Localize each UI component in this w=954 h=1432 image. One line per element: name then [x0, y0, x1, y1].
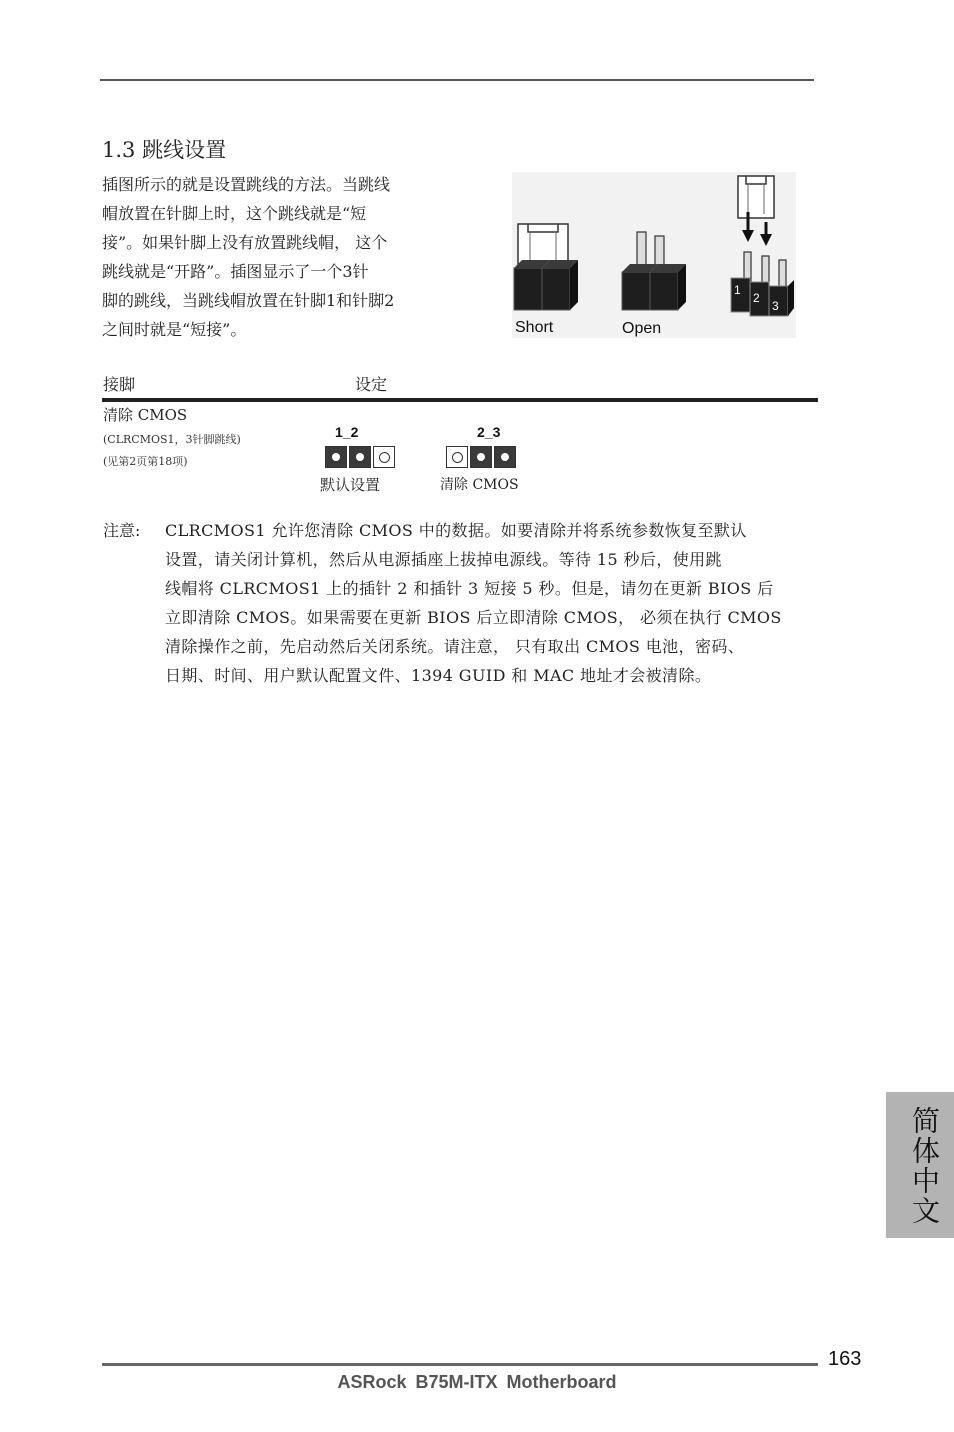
intro-line: 跳线就是“开路”。插图显示了一个3针	[102, 262, 369, 281]
option-default-caption: 默认设置	[320, 476, 381, 494]
jumper-name: 清除 CMOS	[103, 406, 188, 424]
jumper-illustration-svg	[512, 172, 796, 338]
note-line: 线帽将 CLRCMOS1 上的插针 2 和插针 3 短接 5 秒。但是，请勿在更新 BIOS 后	[165, 579, 774, 598]
note-line: CLRCMOS1 允许您清除 CMOS 中的数据。如要清除并将系统参数恢复至默认	[165, 521, 747, 540]
pin-shorted	[470, 446, 492, 468]
page-number: 163	[828, 1348, 862, 1370]
pin-shorted	[325, 446, 347, 468]
table-header-setting: 设定	[355, 375, 388, 394]
intro-line: 接”。如果针脚上没有放置跳线帽， 这个	[102, 233, 388, 252]
language-side-tab	[886, 1092, 954, 1238]
short-jumper-drawing	[514, 224, 578, 310]
option-clear-pins	[446, 446, 518, 468]
jumper-subtitle: (CLRCMOS1，3针脚跳线)	[103, 433, 241, 446]
bottom-rule	[102, 1363, 818, 1366]
intro-line: 脚的跳线，当跳线帽放置在针脚1和针脚2	[102, 291, 395, 310]
short-label: Short	[515, 319, 554, 336]
intro-line: 之间时就是“短接”。	[102, 320, 247, 339]
option-default-pins	[325, 446, 397, 468]
note-line: 立即清除 CMOS。如果需要在更新 BIOS 后立即清除 CMOS， 必须在执行 CMOS	[165, 608, 782, 627]
option-default-pins-label: 1_2	[335, 424, 359, 440]
option-clear-pins-label: 2_3	[477, 424, 501, 440]
intro-line: 帽放置在针脚上时，这个跳线就是“短	[102, 204, 367, 223]
intro-line: 插图所示的就是设置跳线的方法。当跳线	[102, 175, 391, 194]
note-line: 设置，请关闭计算机，然后从电源插座上拔掉电源线。等待 15 秒后，使用跳	[165, 550, 722, 569]
option-clear-caption: 清除 CMOS	[440, 477, 519, 493]
top-rule	[100, 79, 814, 81]
table-header-rule	[102, 398, 818, 402]
jumper-illustration	[512, 172, 796, 338]
section-title: 1.3 跳线设置	[102, 138, 227, 162]
intro-paragraph	[102, 170, 466, 344]
pin-number-3: 3	[772, 299, 779, 313]
pin-open	[373, 446, 395, 468]
jumper-reference: (见第2页第18项)	[103, 455, 188, 468]
note-line: 日期、时间、用户默认配置文件、1394 GUID 和 MAC 地址才会被清除。	[165, 666, 712, 685]
pin-shorted	[349, 446, 371, 468]
pin-shorted	[494, 446, 516, 468]
open-label: Open	[622, 320, 662, 337]
table-header-pin: 接脚	[103, 375, 136, 394]
note-line: 清除操作之前，先启动然后关闭系统。请注意， 只有取出 CMOS 电池，密码、	[165, 637, 745, 656]
pin-number-2: 2	[753, 291, 760, 305]
pin-open	[446, 446, 468, 468]
note-label: 注意:	[103, 521, 141, 540]
footer-title: ASRock B75M-ITX Motherboard	[337, 1372, 617, 1392]
open-jumper-drawing	[622, 232, 686, 310]
language-side-tab-label: 简体中文	[908, 1106, 941, 1226]
note-body	[165, 516, 821, 690]
pin-number-1: 1	[734, 283, 741, 297]
